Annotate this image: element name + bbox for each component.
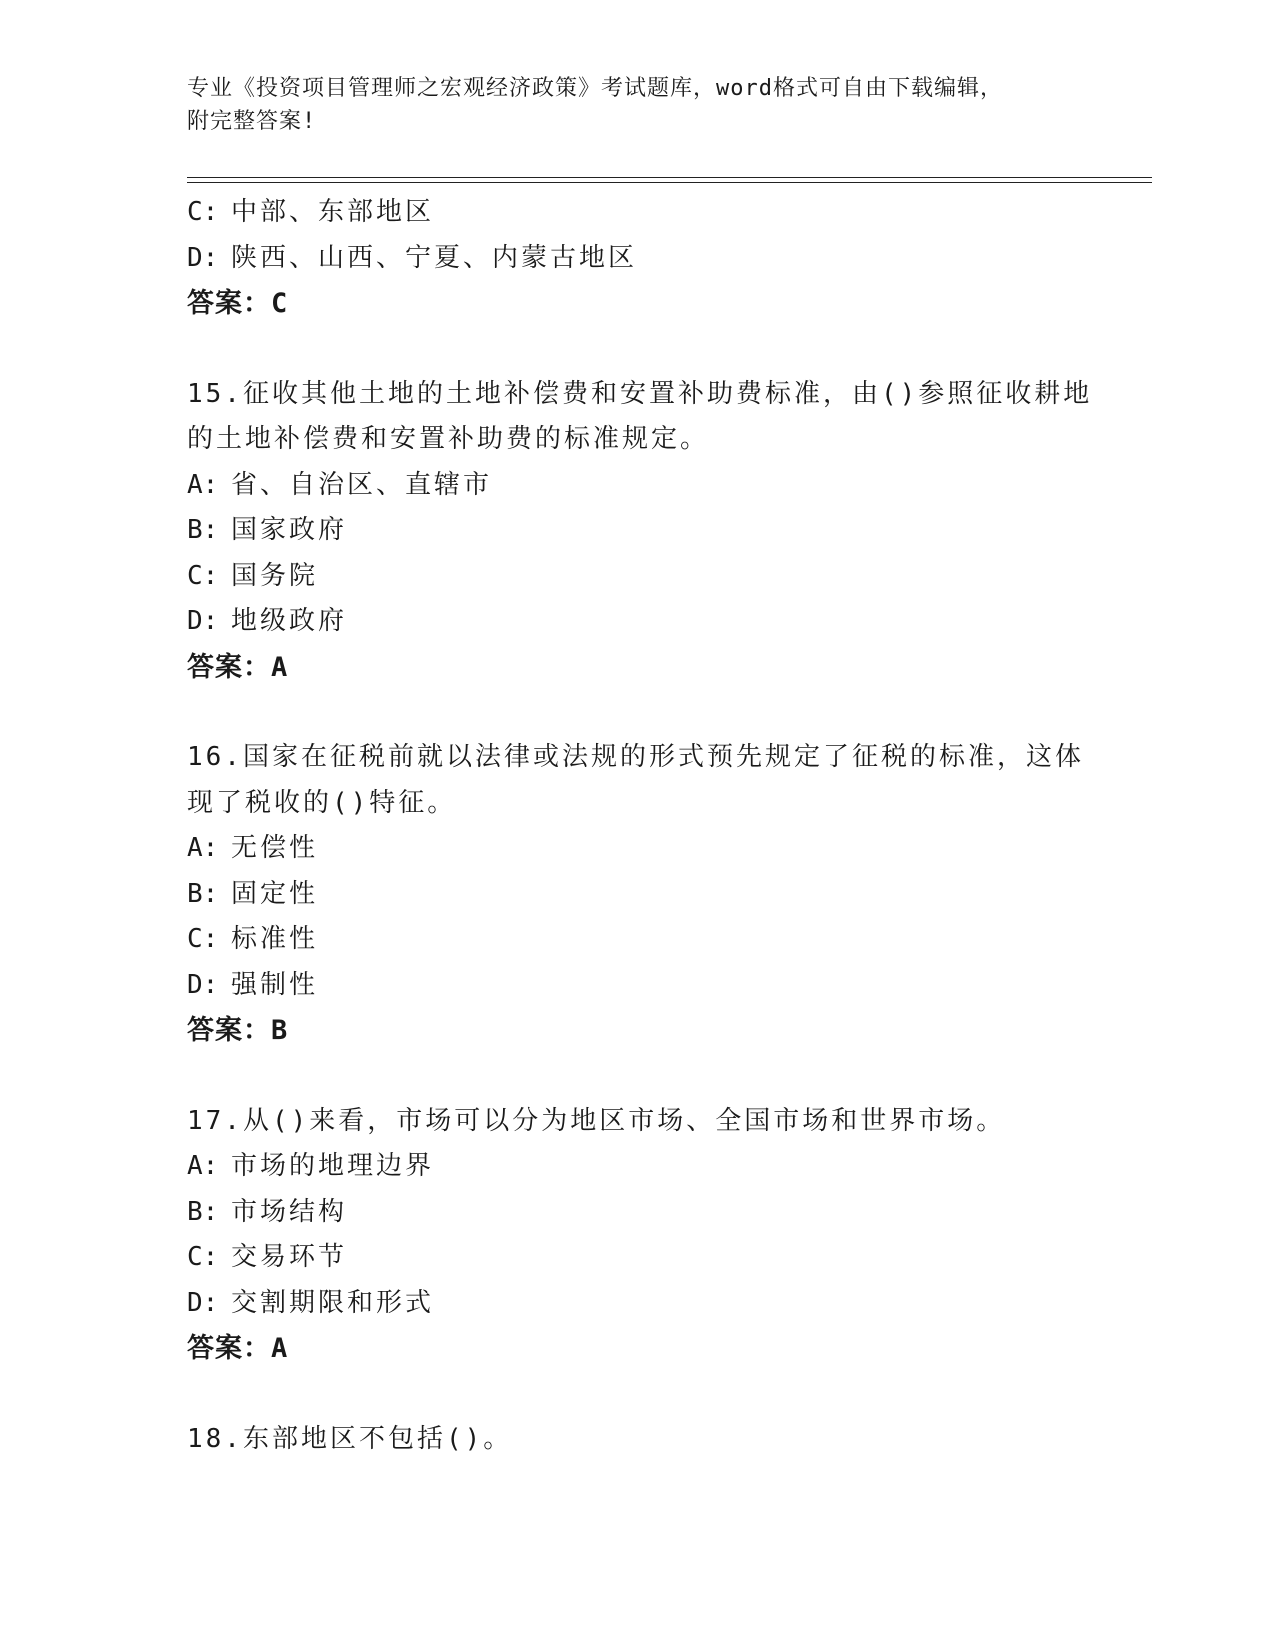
option-text: 中部、东部地区 xyxy=(231,197,435,227)
option-letter: C: xyxy=(187,197,219,227)
question-spacer xyxy=(187,1372,1087,1417)
option-text: 交易环节 xyxy=(231,1242,348,1272)
option-letter: D: xyxy=(187,242,219,273)
option-c xyxy=(187,190,1087,236)
option-b xyxy=(187,508,1087,554)
option-text: 固定性 xyxy=(231,878,319,909)
option-text: 标准性 xyxy=(231,924,319,954)
option-d xyxy=(187,963,1087,1009)
option-text: 省、自治区、直辖市 xyxy=(231,469,493,500)
option-text: 国家政府 xyxy=(231,515,348,545)
option-a xyxy=(187,1144,1087,1190)
answer-line: 答案：C xyxy=(187,288,289,319)
header-rule-top xyxy=(187,177,1152,178)
option-letter: B: xyxy=(187,515,219,545)
question-18 xyxy=(187,1417,1087,1463)
question-text-line-1: 15.征收其他土地的土地补偿费和安置补助费标准，由()参照征收耕地 xyxy=(187,378,1093,409)
option-letter: B: xyxy=(187,878,219,909)
option-letter: A: xyxy=(187,833,219,863)
question-text-line-2: 的土地补偿费和安置补助费的标准规定。 xyxy=(187,424,710,454)
option-letter: C: xyxy=(187,924,219,954)
option-text: 陕西、山西、宁夏、内蒙古地区 xyxy=(231,242,638,273)
question-17 xyxy=(187,1099,1087,1372)
option-letter: D: xyxy=(187,969,219,1000)
option-d xyxy=(187,599,1087,645)
question-spacer xyxy=(187,1054,1087,1099)
question-text-line-1: 16.国家在征税前就以法律或法规的形式预先规定了征税的标准，这体 xyxy=(187,742,1084,772)
answer-line: 答案：A xyxy=(187,651,289,683)
option-letter: A: xyxy=(187,1151,219,1181)
question-spacer xyxy=(187,690,1087,735)
question-text-line-1: 18.东部地区不包括()。 xyxy=(187,1423,513,1454)
option-b xyxy=(187,872,1087,918)
question-16 xyxy=(187,735,1087,1054)
option-text: 国务院 xyxy=(231,560,319,591)
option-c xyxy=(187,1235,1087,1281)
document-header xyxy=(187,72,1087,138)
question-15 xyxy=(187,372,1093,691)
option-c xyxy=(187,917,1087,963)
answer-line: 答案：B xyxy=(187,1015,289,1046)
question-list xyxy=(187,190,1093,1462)
question-text-line-1: 17.从()来看，市场可以分为地区市场、全国市场和世界市场。 xyxy=(187,1105,1006,1136)
option-text: 交割期限和形式 xyxy=(231,1287,435,1318)
question-text-line-2: 现了税收的()特征。 xyxy=(187,787,457,818)
header-line-1: 专业《投资项目管理师之宏观经济政策》考试题库，word格式可自由下载编辑， xyxy=(187,76,1003,101)
option-c xyxy=(187,554,1087,600)
option-d xyxy=(187,1281,1087,1327)
header-rule-bottom xyxy=(187,182,1152,183)
option-a xyxy=(187,463,1087,509)
question-spacer xyxy=(187,327,1087,372)
answer-line: 答案：A xyxy=(187,1333,289,1364)
option-a xyxy=(187,826,1087,872)
question-14-tail xyxy=(187,190,1087,327)
option-letter: B: xyxy=(187,1196,219,1227)
option-text: 地级政府 xyxy=(231,606,348,636)
header-line-2: 附完整答案! xyxy=(187,109,317,134)
option-text: 市场的地理边界 xyxy=(231,1151,435,1181)
option-text: 市场结构 xyxy=(231,1196,348,1227)
option-d xyxy=(187,236,1087,282)
option-letter: A: xyxy=(187,469,219,500)
option-text: 无偿性 xyxy=(231,833,319,863)
option-letter: C: xyxy=(187,1242,219,1272)
option-letter: D: xyxy=(187,1287,219,1318)
option-text: 强制性 xyxy=(231,969,319,1000)
option-letter: C: xyxy=(187,560,219,591)
option-letter: D: xyxy=(187,606,219,636)
option-b xyxy=(187,1190,1087,1236)
